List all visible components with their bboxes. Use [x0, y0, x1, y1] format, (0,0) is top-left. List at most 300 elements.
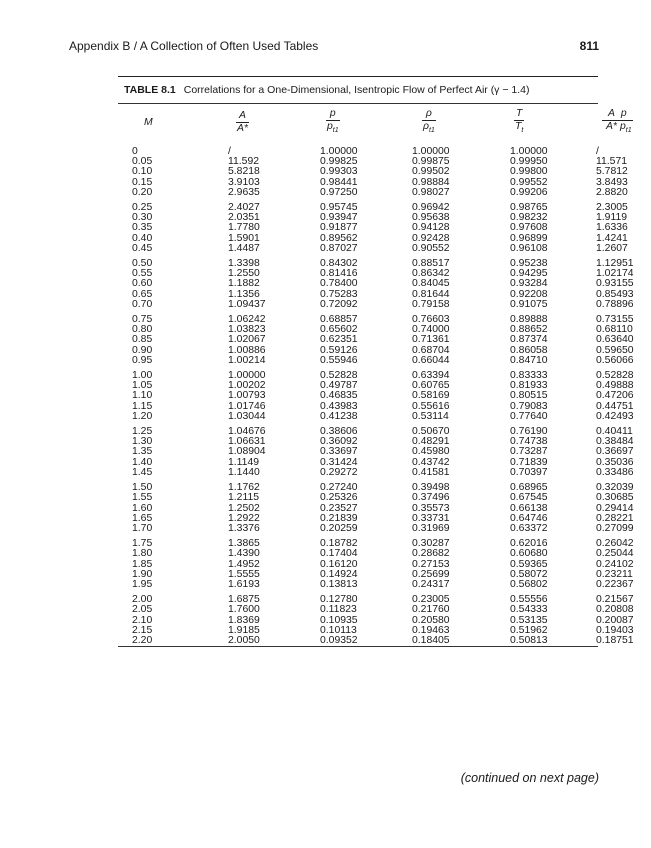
table-cell: 0.80515 — [510, 390, 548, 402]
table-cell: 0.32039 — [596, 482, 634, 494]
table-cell: 0.49787 — [320, 380, 358, 392]
table-cell: 0.63372 — [510, 522, 548, 534]
table-cell: 0.58169 — [412, 390, 450, 402]
table-cell: 1.00000 — [320, 146, 358, 157]
table-cell: 0.70 — [132, 298, 153, 310]
table-cell: 0.46835 — [320, 390, 358, 402]
table-cell: 0.79083 — [510, 400, 548, 412]
table-cell: 1.5555 — [228, 568, 260, 580]
table-row — [118, 244, 598, 254]
table-cell: 0.93947 — [320, 212, 358, 224]
table-cell: 1.08904 — [228, 446, 266, 458]
table-cell: 0.25044 — [596, 548, 634, 560]
table-cell: 1.01746 — [228, 400, 266, 412]
area-den: A* — [237, 123, 248, 134]
table-cell: 1.1440 — [228, 466, 260, 478]
isentropic-flow-table — [118, 76, 634, 647]
table-cell: 0.59126 — [320, 344, 358, 356]
table-cell: 1.7780 — [228, 222, 260, 234]
table-cell: 0.81416 — [320, 268, 358, 280]
table-cell: 2.0351 — [228, 212, 260, 224]
ap-num2: p — [620, 107, 627, 119]
table-cell: 0.99950 — [510, 156, 548, 168]
table-cell: 0.95745 — [320, 202, 358, 214]
table-cell: 0.10 — [132, 166, 153, 178]
table-cell: 1.20 — [132, 410, 153, 422]
table-row — [118, 141, 598, 157]
table-cell: 0.85 — [132, 334, 153, 346]
t-num: T — [515, 107, 523, 119]
table-cell: 0.55616 — [412, 400, 450, 412]
ap-den1: A* — [606, 120, 617, 132]
rho-den: ρ — [423, 120, 429, 132]
table-cell: 1.06631 — [228, 436, 266, 448]
table-cell: 1.00793 — [228, 390, 266, 402]
table-cell: 0.80 — [132, 324, 153, 336]
table-cell: 0.79158 — [412, 298, 450, 310]
table-cell: 2.00 — [132, 594, 153, 606]
table-cell: 0.96108 — [510, 242, 548, 254]
table-cell: 0.72092 — [320, 298, 358, 310]
table-cell: 0.26042 — [596, 538, 634, 550]
table-cell: 0.70397 — [510, 466, 548, 478]
table-cell: 1.50 — [132, 482, 153, 494]
table-cell: 1.10 — [132, 390, 153, 402]
table-cell: 0.18405 — [412, 634, 450, 646]
table-cell: 0.18782 — [320, 538, 358, 550]
table-cell: 0.68857 — [320, 314, 358, 326]
col-header-mach — [118, 104, 214, 141]
area-num: A — [236, 110, 249, 123]
table-cell: / — [228, 146, 231, 157]
p-den-sub: t1 — [332, 127, 339, 135]
table-cell: 0.96899 — [510, 232, 548, 244]
table-cell: 2.20 — [132, 634, 153, 646]
table-cell: 0.84710 — [510, 354, 548, 366]
table-cell: 2.15 — [132, 624, 153, 636]
table-cell: 0.66044 — [412, 354, 450, 366]
table-cell: 0.99502 — [412, 166, 450, 178]
data-table — [118, 104, 634, 646]
table-cell: 0.20 — [132, 186, 153, 198]
table-cell: 0.73287 — [510, 446, 548, 458]
table-cell: 0.87374 — [510, 334, 548, 346]
table-cell: 1.4241 — [596, 232, 628, 244]
table-cell: 0.16120 — [320, 558, 358, 570]
table-cell: 1.12951 — [596, 258, 634, 270]
table-cell: / — [596, 146, 599, 157]
table-cell: 1.60 — [132, 502, 153, 514]
table-cell: 0.31969 — [412, 522, 450, 534]
col-header-area-pressure-product — [596, 104, 632, 141]
table-cell: 0.21567 — [596, 594, 634, 606]
table-cell: 0.27099 — [596, 522, 634, 534]
table-cell: 0.71361 — [412, 334, 450, 346]
table-cell: 0.86342 — [412, 268, 450, 280]
col-header-density-ratio — [412, 104, 510, 141]
table-cell: 0.23211 — [596, 568, 633, 580]
table-cell: 0.68965 — [510, 482, 548, 494]
table-cell: 0.85493 — [596, 288, 634, 300]
table-cell: 0.09352 — [320, 634, 358, 646]
table-row — [118, 534, 598, 549]
table-cell: 0.60765 — [412, 380, 450, 392]
table-cell: 0.41581 — [412, 466, 450, 478]
table-cell: 1.00214 — [228, 354, 266, 366]
table-cell: 0.44751 — [596, 400, 634, 412]
table-cell: 0.81933 — [510, 380, 548, 392]
table-cell: 0.65 — [132, 288, 153, 300]
table-cell: 1.09437 — [228, 298, 266, 310]
table-cell: 0.96942 — [412, 202, 450, 214]
table-cell: 0.12780 — [320, 594, 358, 606]
table-cell: 0.99552 — [510, 176, 548, 188]
table-cell: 1.70 — [132, 522, 153, 534]
table-cell: 11.571 — [596, 156, 628, 168]
table-cell: 0.25326 — [320, 492, 358, 504]
table-cell: 1.5901 — [228, 232, 260, 244]
table-cell: 1.2115 — [228, 492, 260, 504]
table-row — [118, 254, 598, 269]
t-den: T — [515, 120, 522, 132]
table-cell: 5.8218 — [228, 166, 260, 178]
table-cell: 0.78400 — [320, 278, 358, 290]
rho-num: ρ — [422, 108, 436, 121]
table-cell: 0.21760 — [412, 604, 450, 616]
table-cell: 1.2550 — [228, 268, 260, 280]
table-cell: 2.8820 — [596, 186, 628, 198]
table-cell: 0.35036 — [596, 456, 634, 468]
table-cell: 1.6336 — [596, 222, 628, 234]
table-cell: 2.9635 — [228, 186, 260, 198]
table-row — [118, 493, 598, 503]
t-den-sub: t — [521, 127, 524, 135]
table-cell: 0.97608 — [510, 222, 548, 234]
table-row — [118, 549, 598, 559]
table-cell: 1.8369 — [228, 614, 260, 626]
table-cell: 0.54333 — [510, 604, 548, 616]
table-cell: 0.93155 — [596, 278, 634, 290]
table-cell: 0.45980 — [412, 446, 450, 458]
table-row — [118, 300, 598, 310]
table-cell: 0.71839 — [510, 456, 548, 468]
table-cell: 0.94128 — [412, 222, 450, 234]
table-cell: 0.78896 — [596, 298, 634, 310]
table-cell: 1.00000 — [228, 370, 266, 382]
col-header-pressure-ratio — [320, 104, 412, 141]
p-num: p — [326, 108, 340, 121]
table-cell: 0.43983 — [320, 400, 358, 412]
table-cell: 1.95 — [132, 578, 153, 590]
col-header-temperature-ratio — [510, 104, 596, 141]
table-cell: 0.10935 — [320, 614, 358, 626]
table-cell: 0.36092 — [320, 436, 358, 448]
table-cell: 1.55 — [132, 492, 153, 504]
table-cell: 0.67545 — [510, 492, 548, 504]
table-cell: 1.40 — [132, 456, 153, 468]
table-caption-text: Correlations for a One-Dimensional, Isentropic Flow of Perfect Air (γ − 1.4) — [183, 84, 530, 96]
table-cell: 0.20087 — [596, 614, 634, 626]
table-cell: 1.6875 — [228, 594, 260, 606]
table-cell: 0.89562 — [320, 232, 358, 244]
table-cell: 0.33697 — [320, 446, 358, 458]
table-cell: 0.88517 — [412, 258, 450, 270]
table-cell: 0.59650 — [596, 344, 634, 356]
table-cell: 0.73155 — [596, 314, 634, 326]
table-cell: 1.85 — [132, 558, 153, 570]
table-cell: 1.3865 — [228, 538, 260, 550]
table-cell: 1.45 — [132, 466, 153, 478]
table-cell: 0.24102 — [596, 558, 634, 570]
table-cell: 0.98232 — [510, 212, 548, 224]
table-cell: 0.28682 — [412, 548, 450, 560]
table-cell: 1.06242 — [228, 314, 266, 326]
table-row — [118, 590, 598, 605]
table-cell: 0.99825 — [320, 156, 358, 168]
table-cell: 0.75 — [132, 314, 153, 326]
table-cell: 0.39498 — [412, 482, 450, 494]
table-cell: 0.68704 — [412, 344, 450, 356]
table-row — [118, 188, 598, 198]
table-caption — [118, 77, 598, 103]
table-row — [118, 524, 598, 534]
table-cell: 1.30 — [132, 436, 153, 448]
ap-den2-sub: t1 — [625, 127, 632, 135]
table-cell: 0.64746 — [510, 512, 548, 524]
table-cell: 1.25 — [132, 426, 153, 438]
table-cell: 3.9103 — [228, 176, 260, 188]
table-cell: 0.84045 — [412, 278, 450, 290]
table-cell: 0.90 — [132, 344, 153, 356]
table-cell: 0.30685 — [596, 492, 634, 504]
table-cell: 1.1762 — [228, 482, 260, 494]
table-cell: 0.91877 — [320, 222, 358, 234]
table-cell: 1.00202 — [228, 380, 266, 392]
table-cell: 0.22367 — [596, 578, 634, 590]
table-cell: 1.9119 — [596, 212, 628, 224]
table-cell: 0.33731 — [412, 512, 450, 524]
table-cell: 0.84302 — [320, 258, 358, 270]
table-cell: 0.99303 — [320, 166, 358, 178]
table-cell: 0.91075 — [510, 298, 548, 310]
table-cell: 2.10 — [132, 614, 153, 626]
table-cell: 1.1882 — [228, 278, 260, 290]
table-cell: 0.52828 — [320, 370, 358, 382]
table-cell: 1.4487 — [228, 242, 260, 254]
table-cell: 0.94295 — [510, 268, 548, 280]
table-cell: 0.10113 — [320, 624, 357, 636]
table-cell: 0.49888 — [596, 380, 634, 392]
table-cell: 1.1356 — [228, 288, 260, 300]
table-cell: 0.15 — [132, 176, 153, 188]
table-cell: 0.19463 — [412, 624, 450, 636]
table-row — [118, 478, 598, 493]
table-cell: 0.21839 — [320, 512, 358, 524]
table-cell: 1.4390 — [228, 548, 260, 560]
table-row — [118, 422, 598, 437]
table-cell: 2.3005 — [596, 202, 628, 214]
table-cell: 1.02067 — [228, 334, 266, 346]
table-cell: 0.62351 — [320, 334, 358, 346]
table-cell: 0.19403 — [596, 624, 634, 636]
table-cell: 2.05 — [132, 604, 153, 616]
col-header-area-ratio — [214, 104, 320, 141]
table-cell: 0.81644 — [412, 288, 450, 300]
table-cell: 0.62016 — [510, 538, 548, 550]
table-cell: 0.17404 — [320, 548, 358, 560]
table-cell: 0.75283 — [320, 288, 358, 300]
table-cell: 0.77640 — [510, 410, 548, 422]
table-cell: 5.7812 — [596, 166, 628, 178]
table-cell: 0.47206 — [596, 390, 634, 402]
table-cell: 0.41238 — [320, 410, 358, 422]
table-cell: 0.23005 — [412, 594, 450, 606]
table-cell: 0.98765 — [510, 202, 548, 214]
table-cell: 0.20580 — [412, 614, 450, 626]
table-cell: 0.98027 — [412, 186, 450, 198]
table-cell: 0.99206 — [510, 186, 548, 198]
table-cell: 0.95 — [132, 354, 153, 366]
table-cell: 1.02174 — [596, 268, 634, 280]
table-cell: 1.7600 — [228, 604, 260, 616]
table-cell: 0.50 — [132, 258, 153, 270]
table-cell: 0.45 — [132, 242, 153, 254]
table-row — [118, 198, 598, 213]
table-cell: 0.20808 — [596, 604, 634, 616]
table-row — [118, 366, 598, 381]
table-cell: 1.00 — [132, 370, 153, 382]
page-number: 811 — [579, 39, 599, 53]
table-row — [118, 636, 598, 646]
table-cell: 0.37496 — [412, 492, 450, 504]
table-cell: 0.92428 — [412, 232, 450, 244]
table-cell: 0.76603 — [412, 314, 450, 326]
table-cell: 0.35 — [132, 222, 153, 234]
table-cell: 1.00000 — [412, 146, 450, 157]
table-cell: 2.0050 — [228, 634, 260, 646]
table-cell: 0.98441 — [320, 176, 358, 188]
table-cell: 0.30287 — [412, 538, 450, 550]
table-cell: 11.592 — [228, 156, 260, 168]
table-cell: 0.20259 — [320, 522, 358, 534]
p-den: p — [327, 120, 333, 132]
table-cell: 0.53114 — [412, 410, 449, 422]
table-cell: 0.05 — [132, 156, 153, 168]
table-cell: 1.1149 — [228, 456, 260, 468]
table-cell: 1.04676 — [228, 426, 266, 438]
table-cell: 1.3398 — [228, 258, 260, 270]
table-cell: 0.38484 — [596, 436, 634, 448]
table-cell: 0.50670 — [412, 426, 450, 438]
table-cell: 0.56802 — [510, 578, 548, 590]
ap-den2: p — [619, 120, 626, 132]
table-cell: 1.2502 — [228, 502, 260, 514]
table-cell: 0.36697 — [596, 446, 634, 458]
table-cell: 1.35 — [132, 446, 153, 458]
table-cell: 0.68110 — [596, 324, 633, 336]
table-body — [118, 141, 634, 646]
column-header-row — [118, 104, 598, 141]
ap-num1: A — [607, 107, 615, 119]
table-row — [118, 468, 598, 478]
table-cell: 3.8493 — [596, 176, 628, 188]
table-cell: 0.59365 — [510, 558, 548, 570]
table-cell: 0.42493 — [596, 410, 634, 422]
table-cell: 0.14924 — [320, 568, 358, 580]
table-cell: 0.63640 — [596, 334, 634, 346]
table-cell: 0.33486 — [596, 466, 634, 478]
table-cell: 0.38606 — [320, 426, 358, 438]
table-cell: 0.40411 — [596, 426, 633, 438]
table-cell: 0.58072 — [510, 568, 548, 580]
table-cell: 0.23527 — [320, 502, 358, 514]
table-cell: 0.66138 — [510, 502, 548, 514]
table-cell: 0.99875 — [412, 156, 450, 168]
table-cell: 0.98884 — [412, 176, 450, 188]
table-row — [118, 310, 598, 325]
table-cell: 1.3376 — [228, 522, 260, 534]
table-row — [118, 412, 598, 422]
table-cell: 0.97250 — [320, 186, 358, 198]
table-cell: 0.24317 — [412, 578, 450, 590]
table-cell: 1.05 — [132, 380, 153, 392]
table-cell: 0.90552 — [412, 242, 450, 254]
table-cell: 0.92208 — [510, 288, 548, 300]
table-label: TABLE 8.1 — [124, 84, 176, 96]
table-cell: 0.74738 — [510, 436, 548, 448]
table-cell: 0.65602 — [320, 324, 358, 336]
table-row — [118, 356, 598, 366]
table-cell: 1.00886 — [228, 344, 266, 356]
table-cell: 0.27153 — [412, 558, 450, 570]
table-cell: 1.03044 — [228, 410, 266, 422]
table-cell: 0.87027 — [320, 242, 358, 254]
table-cell: 0.13813 — [320, 578, 358, 590]
table-cell: 0.25699 — [412, 568, 450, 580]
table-cell: 1.80 — [132, 548, 153, 560]
table-cell: 1.6193 — [228, 578, 260, 590]
table-row — [118, 605, 598, 615]
table-cell: 0.74000 — [412, 324, 450, 336]
table-row — [118, 580, 598, 590]
table-cell: 0.55 — [132, 268, 153, 280]
table-cell: 0.76190 — [510, 426, 548, 438]
table-cell: 0.89888 — [510, 314, 548, 326]
table-cell: 0.83333 — [510, 370, 548, 382]
table-cell: 0.55556 — [510, 594, 548, 606]
table-cell: 0.53135 — [510, 614, 548, 626]
table-cell: 0.48291 — [412, 436, 450, 448]
table-cell: 0.43742 — [412, 456, 450, 468]
table-cell: 1.75 — [132, 538, 153, 550]
table-cell: 0 — [132, 146, 138, 157]
table-cell: 1.90 — [132, 568, 153, 580]
table-cell: 1.2607 — [596, 242, 628, 254]
table-cell: 0.31424 — [320, 456, 358, 468]
table-cell: 0.50813 — [510, 634, 548, 646]
table-cell: 0.52828 — [596, 370, 634, 382]
table-cell: 1.4952 — [228, 558, 260, 570]
table-cell: 1.03823 — [228, 324, 266, 336]
table-cell: 0.29414 — [596, 502, 634, 514]
table-cell: 1.00000 — [510, 146, 548, 157]
table-cell: 1.2922 — [228, 512, 260, 524]
table-cell: 0.56066 — [596, 354, 634, 366]
table-cell: 1.15 — [132, 400, 153, 412]
table-cell: 0.86058 — [510, 344, 548, 356]
table-cell: 0.88652 — [510, 324, 548, 336]
table-cell: 0.99800 — [510, 166, 548, 178]
